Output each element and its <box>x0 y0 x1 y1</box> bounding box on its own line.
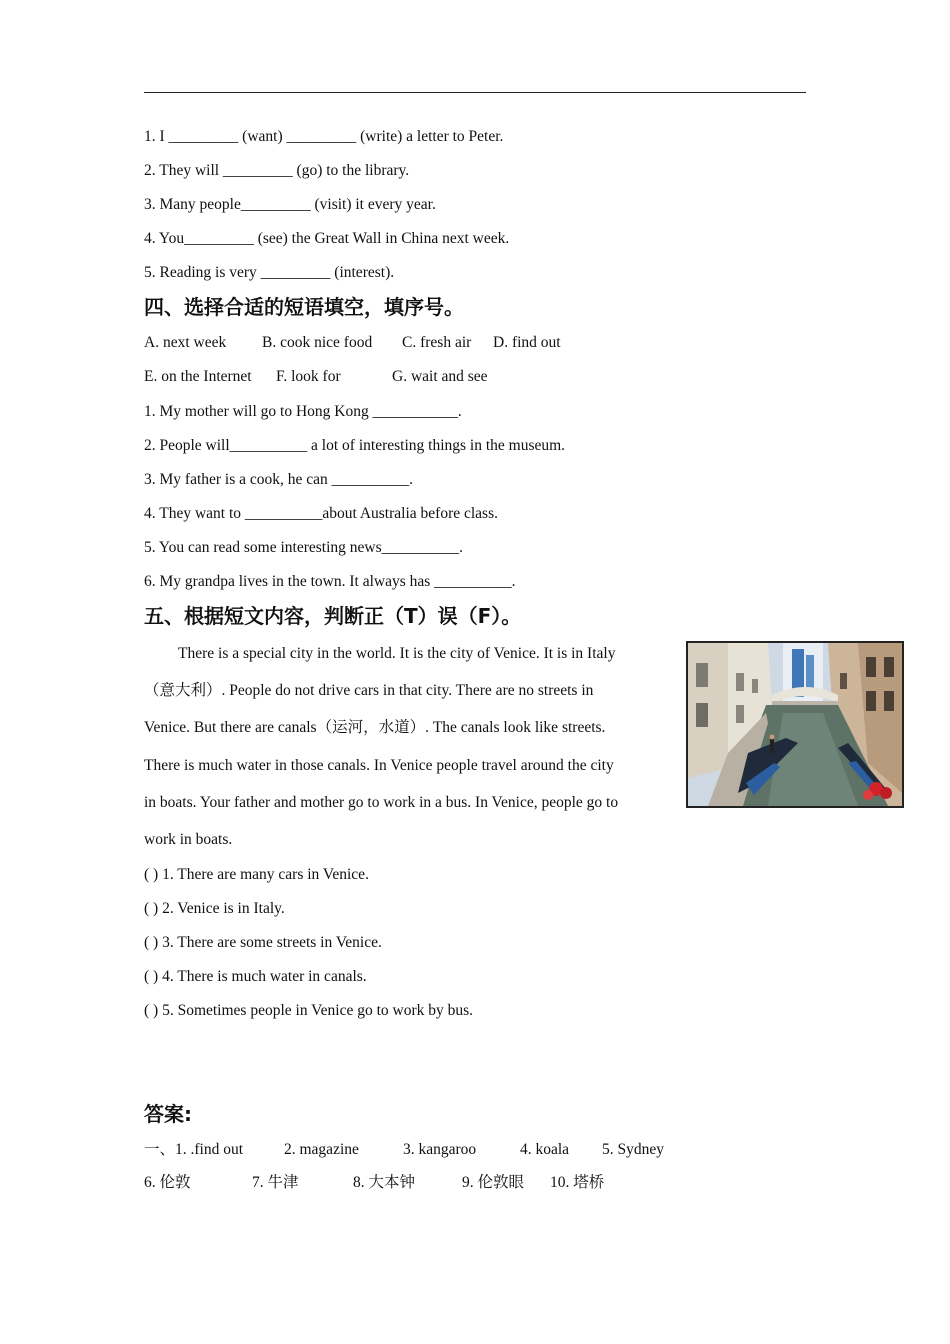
option-d: D. find out <box>493 334 561 351</box>
exercise3-item-2: 2. They will _________ (go) to the library. <box>144 162 410 179</box>
passage-line-6: work in boats. <box>144 831 233 848</box>
exercise3-item-3: 3. Many people_________ (visit) it every year. <box>144 196 436 213</box>
tf-item-1: ( ) 1. There are many cars in Venice. <box>144 866 369 883</box>
answer-6: 6. 伦敦 <box>144 1174 191 1191</box>
option-a: A. next week <box>144 334 227 351</box>
exercise3-item-5: 5. Reading is very _________ (interest). <box>144 264 395 281</box>
venice-canal-photo <box>686 641 904 808</box>
answer-5: 5. Sydney <box>602 1141 664 1158</box>
answer-10: 10. 塔桥 <box>550 1174 605 1191</box>
exercise3-item-1: 1. I _________ (want) _________ (write) a letter to Peter. <box>144 128 504 145</box>
option-g: G. wait and see <box>392 368 488 385</box>
section4-item-1: 1. My mother will go to Hong Kong ___________. <box>144 403 462 420</box>
passage-line-3: Venice. But there are canals（运河，水道）. The canals look like streets. <box>144 719 606 736</box>
answer-1: 一、1. .find out <box>144 1141 244 1158</box>
tf-item-2: ( ) 2. Venice is in Italy. <box>144 900 285 917</box>
option-e: E. on the Internet <box>144 368 252 385</box>
answer-7: 7. 牛津 <box>252 1174 299 1191</box>
option-c: C. fresh air <box>402 334 472 351</box>
exercise3-item-4: 4. You_________ (see) the Great Wall in China next week. <box>144 230 510 247</box>
section4-item-6: 6. My grandpa lives in the town. It always has __________. <box>144 573 516 590</box>
answer-2: 2. magazine <box>284 1141 359 1158</box>
section4-item-3: 3. My father is a cook, he can __________. <box>144 471 414 488</box>
passage-line-5: in boats. Your father and mother go to work in a bus. In Venice, people go to <box>144 794 619 811</box>
tf-item-3: ( ) 3. There are some streets in Venice. <box>144 934 382 951</box>
tf-item-4: ( ) 4. There is much water in canals. <box>144 968 367 985</box>
answer-4: 4. koala <box>520 1141 570 1158</box>
header-rule <box>144 92 806 93</box>
passage-line-4: There is much water in those canals. In Venice people travel around the city <box>144 757 614 774</box>
option-b: B. cook nice food <box>262 334 373 351</box>
section4-title: 四、选择合适的短语填空，填序号。 <box>144 295 464 319</box>
tf-item-5: ( ) 5. Sometimes people in Venice go to work by bus. <box>144 1002 474 1019</box>
section4-item-2: 2. People will__________ a lot of interesting things in the museum. <box>144 437 566 454</box>
answer-3: 3. kangaroo <box>403 1141 477 1158</box>
option-f: F. look for <box>276 368 341 385</box>
passage-line-1: There is a special city in the world. It is the city of Venice. It is in Italy <box>178 645 616 662</box>
answer-9: 9. 伦敦眼 <box>462 1174 525 1191</box>
passage-line-2: （意大利）. People do not drive cars in that city. There are no streets in <box>144 682 594 699</box>
section4-item-5: 5. You can read some interesting news__________. <box>144 539 463 556</box>
section5-title: 五、根据短文内容，判断正（T）误（F）。 <box>144 604 522 628</box>
section4-item-4: 4. They want to __________about Australia before class. <box>144 505 498 522</box>
answers-title: 答案: <box>144 1102 192 1126</box>
answer-8: 8. 大本钟 <box>353 1174 416 1191</box>
